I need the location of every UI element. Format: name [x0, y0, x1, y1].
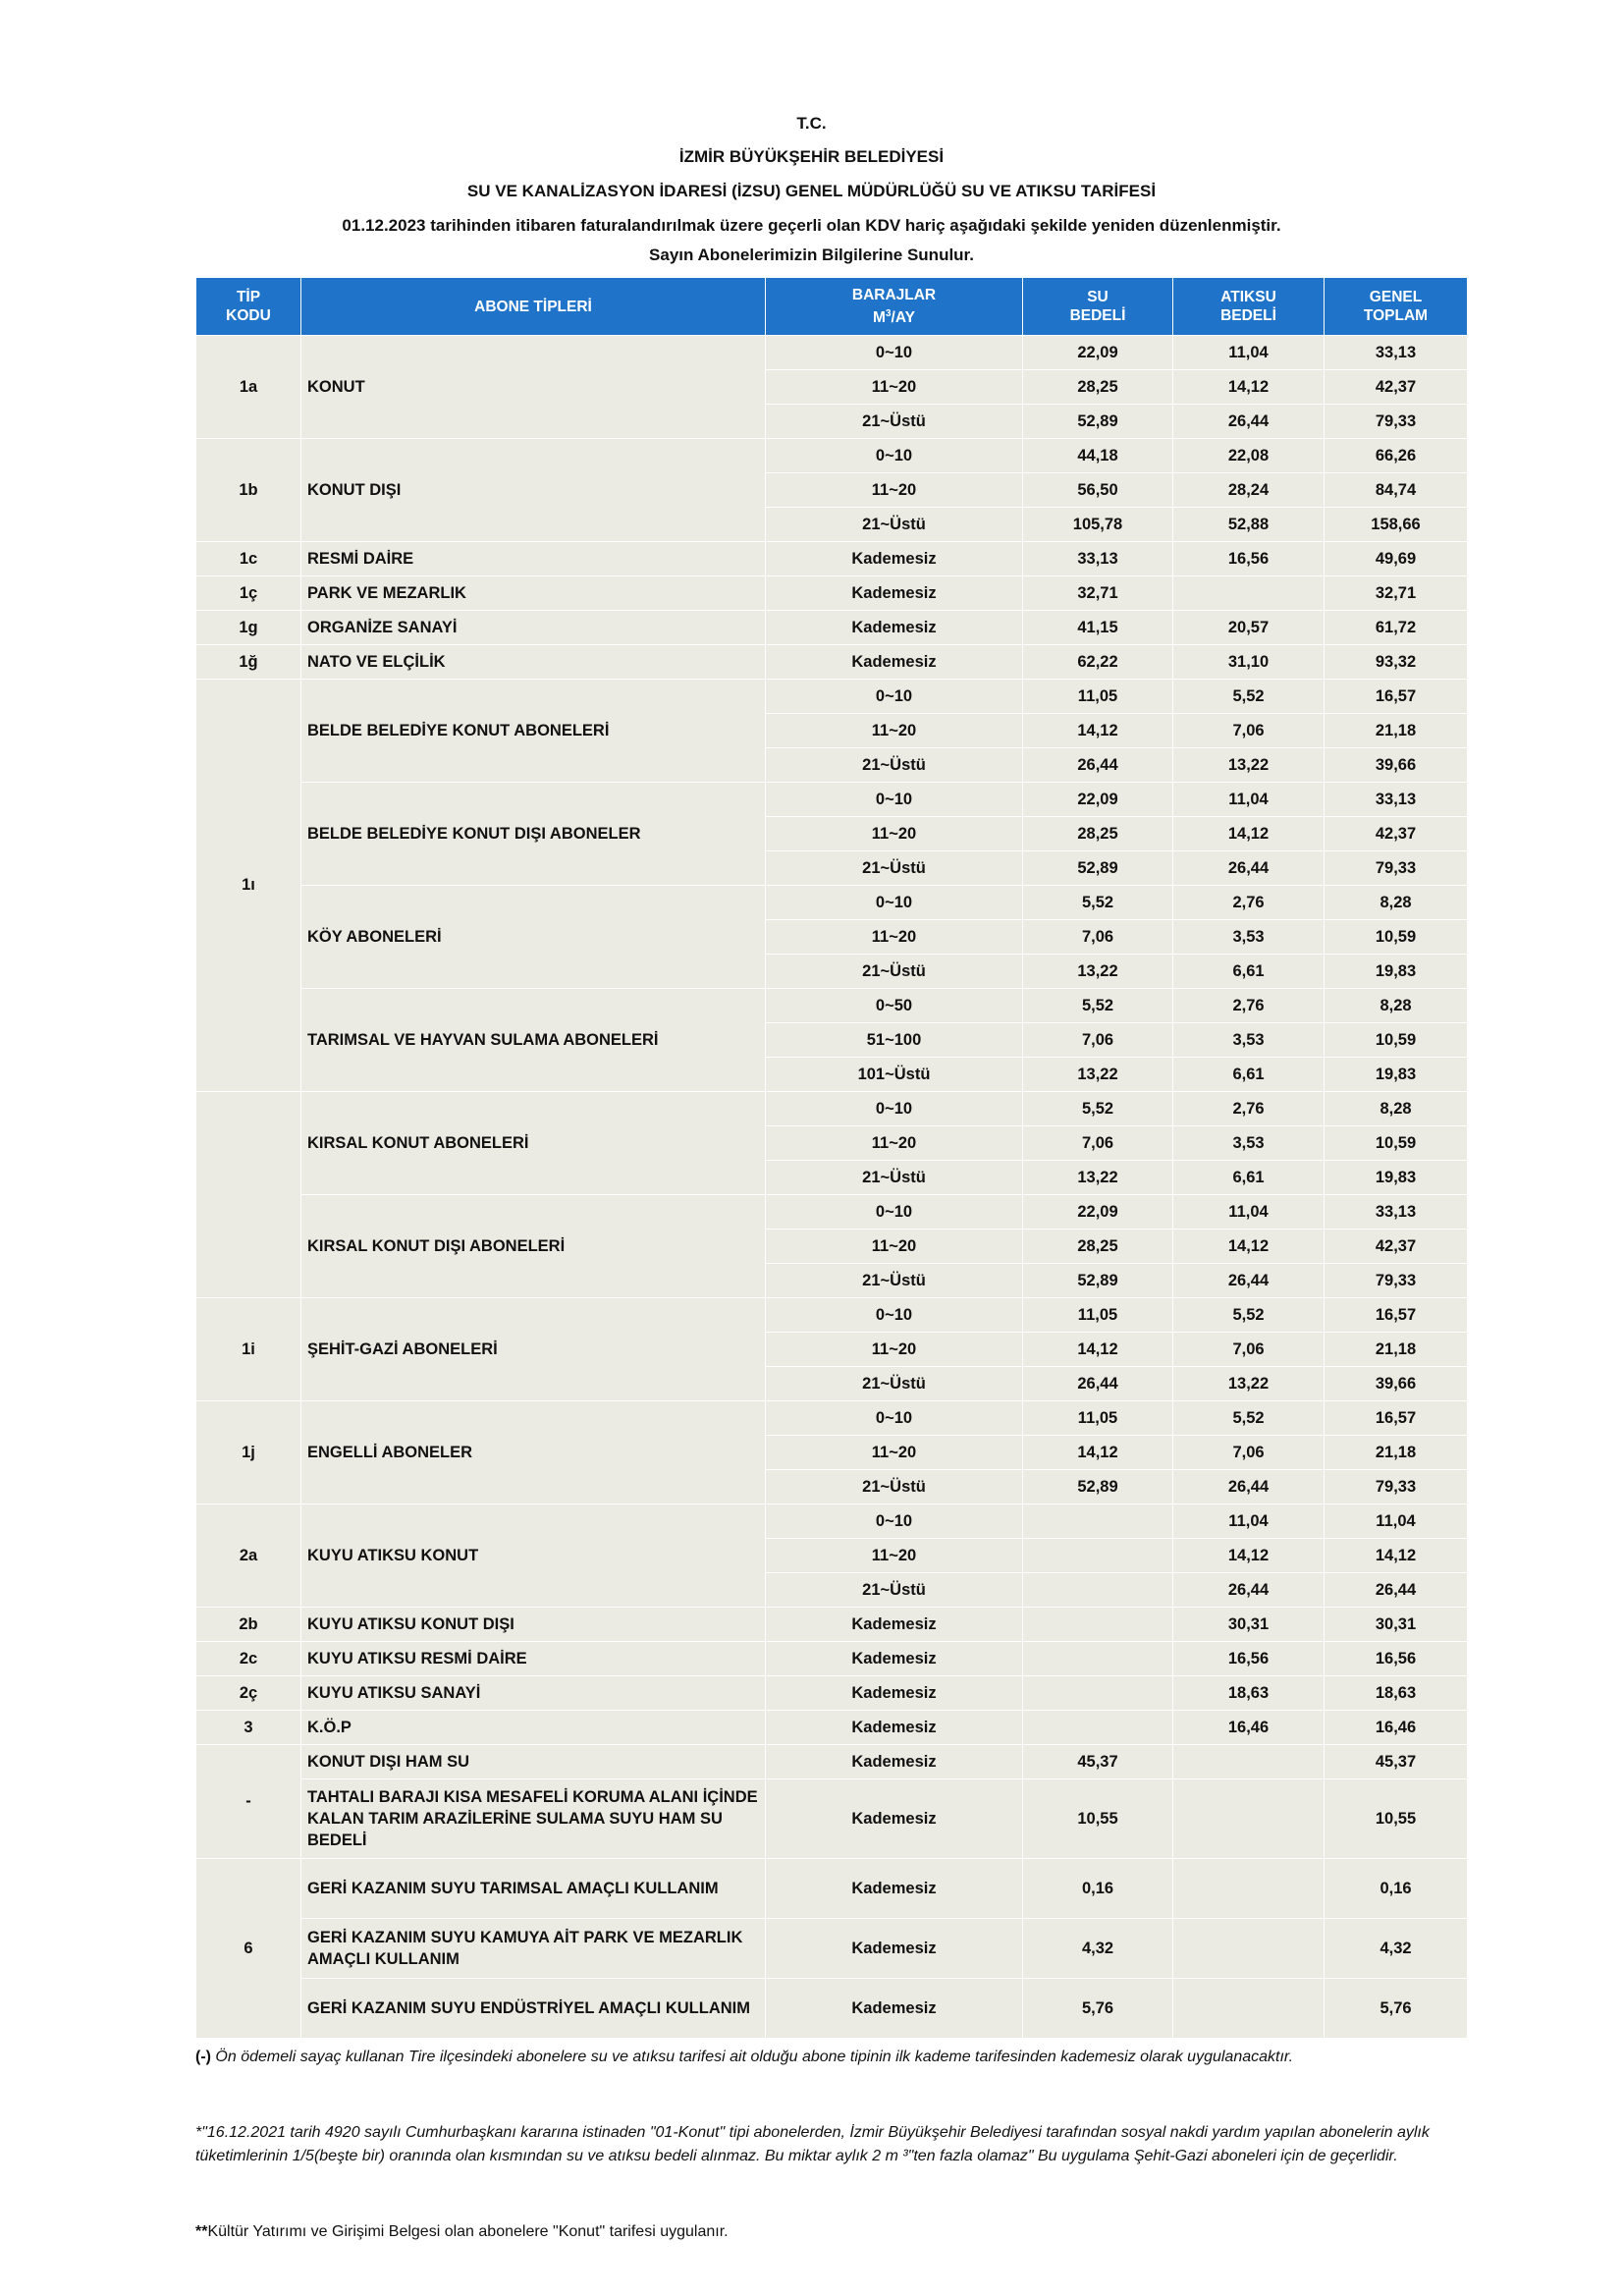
- su-bedeli-cell: 7,06: [1023, 1126, 1173, 1161]
- atiksu-bedeli-cell: 11,04: [1173, 1195, 1325, 1230]
- table-row: [196, 1779, 1468, 1859]
- genel-toplam-cell: 42,37: [1325, 817, 1468, 851]
- tip-kodu-cell: 6: [196, 1859, 301, 2039]
- su-bedeli-cell: 11,05: [1023, 1401, 1173, 1436]
- genel-toplam-cell: 5,76: [1325, 1979, 1468, 2039]
- col-header-genel-toplam: GENEL TOPLAM: [1325, 278, 1468, 336]
- baraj-cell: 11~20: [766, 1539, 1023, 1573]
- baraj-cell: 0~10: [766, 1504, 1023, 1539]
- genel-toplam-cell: 21,18: [1325, 714, 1468, 748]
- genel-toplam-cell: 16,57: [1325, 1401, 1468, 1436]
- baraj-cell: Kademesiz: [766, 1642, 1023, 1676]
- baraj-cell: 11~20: [766, 714, 1023, 748]
- su-bedeli-cell: 14,12: [1023, 714, 1173, 748]
- atiksu-bedeli-cell: [1173, 1779, 1325, 1859]
- baraj-cell: 21~Üstü: [766, 1367, 1023, 1401]
- abone-tipi-cell: GERİ KAZANIM SUYU ENDÜSTRİYEL AMAÇLI KULLANIM: [301, 1979, 766, 2039]
- genel-toplam-cell: 79,33: [1325, 405, 1468, 439]
- abone-tipi-cell: K.Ö.P: [301, 1711, 766, 1745]
- genel-toplam-cell: 32,71: [1325, 576, 1468, 611]
- atiksu-bedeli-cell: 13,22: [1173, 1367, 1325, 1401]
- baraj-cell: 11~20: [766, 1230, 1023, 1264]
- su-bedeli-cell: 28,25: [1023, 817, 1173, 851]
- table-row: [196, 439, 1468, 473]
- col-header-abone-tipleri: ABONE TİPLERİ: [301, 278, 766, 336]
- baraj-cell: Kademesiz: [766, 611, 1023, 645]
- atiksu-bedeli-cell: 6,61: [1173, 1161, 1325, 1195]
- abone-tipi-cell: KUYU ATIKSU SANAYİ: [301, 1676, 766, 1711]
- atiksu-bedeli-cell: 14,12: [1173, 370, 1325, 405]
- genel-toplam-cell: 16,57: [1325, 680, 1468, 714]
- table-row: [196, 645, 1468, 680]
- su-bedeli-cell: 13,22: [1023, 1161, 1173, 1195]
- baraj-cell: 0~10: [766, 1092, 1023, 1126]
- atiksu-bedeli-cell: 6,61: [1173, 1058, 1325, 1092]
- abone-tipi-cell: KONUT DIŞI: [301, 439, 766, 542]
- atiksu-bedeli-cell: 16,56: [1173, 1642, 1325, 1676]
- header-line-izsu: SU VE KANALİZASYON İDARESİ (İZSU) GENEL MÜDÜRLÜĞÜ SU VE ATIKSU TARİFESİ: [466, 182, 1157, 200]
- baraj-cell: Kademesiz: [766, 1676, 1023, 1711]
- baraj-cell: 0~10: [766, 439, 1023, 473]
- su-bedeli-cell: 4,32: [1023, 1919, 1173, 1979]
- table-header-row: [196, 278, 1468, 336]
- table-row: [196, 1195, 1468, 1230]
- genel-toplam-cell: 16,57: [1325, 1298, 1468, 1333]
- tip-kodu-cell: 1ğ: [196, 645, 301, 680]
- baraj-cell: 21~Üstü: [766, 1161, 1023, 1195]
- table-body: [196, 336, 1468, 2039]
- baraj-cell: 0~10: [766, 1298, 1023, 1333]
- su-bedeli-cell: 14,12: [1023, 1436, 1173, 1470]
- baraj-cell: Kademesiz: [766, 1979, 1023, 2039]
- su-bedeli-cell: 26,44: [1023, 1367, 1173, 1401]
- genel-toplam-cell: 84,74: [1325, 473, 1468, 508]
- header-line-validity: 01.12.2023 tarihinden itibaren faturalandırılmak üzere geçerli olan KDV hariç aşağıdaki şekilde yeniden düzenlenmiştir.: [342, 216, 1281, 235]
- table-row: [196, 1745, 1468, 1779]
- table-row: [196, 1979, 1468, 2039]
- abone-tipi-cell: KUYU ATIKSU KONUT: [301, 1504, 766, 1608]
- note-social-aid: [195, 2121, 1472, 2168]
- tip-kodu-cell: 1c: [196, 542, 301, 576]
- atiksu-bedeli-cell: 11,04: [1173, 783, 1325, 817]
- atiksu-bedeli-cell: 6,61: [1173, 955, 1325, 989]
- baraj-cell: 0~10: [766, 886, 1023, 920]
- tip-kodu-cell: -: [196, 1745, 301, 1859]
- su-bedeli-cell: 10,55: [1023, 1779, 1173, 1859]
- abone-tipi-cell: KONUT: [301, 336, 766, 439]
- atiksu-bedeli-cell: 3,53: [1173, 1023, 1325, 1058]
- table-row: [196, 611, 1468, 645]
- atiksu-bedeli-cell: 5,52: [1173, 680, 1325, 714]
- genel-toplam-cell: 79,33: [1325, 1264, 1468, 1298]
- tip-kodu-cell: 1a: [196, 336, 301, 439]
- genel-toplam-cell: 79,33: [1325, 851, 1468, 886]
- baraj-cell: Kademesiz: [766, 1779, 1023, 1859]
- tip-kodu-cell: 1b: [196, 439, 301, 542]
- su-bedeli-cell: 52,89: [1023, 405, 1173, 439]
- su-bedeli-cell: 28,25: [1023, 370, 1173, 405]
- baraj-cell: 11~20: [766, 473, 1023, 508]
- atiksu-bedeli-cell: 7,06: [1173, 1333, 1325, 1367]
- baraj-cell: 21~Üstü: [766, 405, 1023, 439]
- atiksu-bedeli-cell: 3,53: [1173, 920, 1325, 955]
- atiksu-bedeli-cell: 26,44: [1173, 405, 1325, 439]
- baraj-cell: 21~Üstü: [766, 508, 1023, 542]
- atiksu-bedeli-cell: 26,44: [1173, 851, 1325, 886]
- su-bedeli-cell: 5,52: [1023, 989, 1173, 1023]
- genel-toplam-cell: 45,37: [1325, 1745, 1468, 1779]
- table-row: [196, 336, 1468, 370]
- abone-tipi-cell: BELDE BELEDİYE KONUT ABONELERİ: [301, 680, 766, 783]
- tariff-table: [195, 277, 1468, 2039]
- genel-toplam-cell: 19,83: [1325, 1058, 1468, 1092]
- table-row: [196, 1859, 1468, 1919]
- genel-toplam-cell: 79,33: [1325, 1470, 1468, 1504]
- atiksu-bedeli-cell: 30,31: [1173, 1608, 1325, 1642]
- genel-toplam-cell: 33,13: [1325, 336, 1468, 370]
- atiksu-bedeli-cell: 20,57: [1173, 611, 1325, 645]
- su-bedeli-cell: 26,44: [1023, 748, 1173, 783]
- su-bedeli-cell: 52,89: [1023, 1470, 1173, 1504]
- baraj-cell: 101~Üstü: [766, 1058, 1023, 1092]
- su-bedeli-cell: 52,89: [1023, 1264, 1173, 1298]
- note-culture-investment: [195, 2220, 1472, 2244]
- genel-toplam-cell: 66,26: [1325, 439, 1468, 473]
- su-bedeli-cell: 105,78: [1023, 508, 1173, 542]
- abone-tipi-cell: RESMİ DAİRE: [301, 542, 766, 576]
- abone-tipi-cell: KUYU ATIKSU RESMİ DAİRE: [301, 1642, 766, 1676]
- atiksu-bedeli-cell: 52,88: [1173, 508, 1325, 542]
- baraj-cell: Kademesiz: [766, 1608, 1023, 1642]
- genel-toplam-cell: 61,72: [1325, 611, 1468, 645]
- tip-kodu-cell: 1ı: [196, 680, 301, 1092]
- su-bedeli-cell: 44,18: [1023, 439, 1173, 473]
- tip-kodu-cell: 1g: [196, 611, 301, 645]
- col-header-atiksu-bedeli: ATIKSU BEDELİ: [1173, 278, 1325, 336]
- abone-tipi-cell: ŞEHİT-GAZİ ABONELERİ: [301, 1298, 766, 1401]
- abone-tipi-cell: KONUT DIŞI HAM SU: [301, 1745, 766, 1779]
- table-row: [196, 1919, 1468, 1979]
- atiksu-bedeli-cell: [1173, 1859, 1325, 1919]
- baraj-cell: 21~Üstü: [766, 955, 1023, 989]
- baraj-cell: 21~Üstü: [766, 1470, 1023, 1504]
- genel-toplam-cell: 42,37: [1325, 1230, 1468, 1264]
- baraj-cell: 11~20: [766, 817, 1023, 851]
- baraj-cell: 21~Üstü: [766, 1264, 1023, 1298]
- abone-tipi-cell: KÖY ABONELERİ: [301, 886, 766, 989]
- table-row: [196, 680, 1468, 714]
- baraj-cell: 21~Üstü: [766, 748, 1023, 783]
- atiksu-bedeli-cell: 14,12: [1173, 817, 1325, 851]
- genel-toplam-cell: 39,66: [1325, 1367, 1468, 1401]
- atiksu-bedeli-cell: 16,46: [1173, 1711, 1325, 1745]
- baraj-cell: 51~100: [766, 1023, 1023, 1058]
- atiksu-bedeli-cell: 2,76: [1173, 886, 1325, 920]
- su-bedeli-cell: 0,16: [1023, 1859, 1173, 1919]
- su-bedeli-cell: 7,06: [1023, 1023, 1173, 1058]
- baraj-cell: 0~10: [766, 1195, 1023, 1230]
- header-line-tc: T.C.: [796, 114, 827, 133]
- baraj-cell: 11~20: [766, 370, 1023, 405]
- atiksu-bedeli-cell: 2,76: [1173, 989, 1325, 1023]
- su-bedeli-cell: [1023, 1539, 1173, 1573]
- su-bedeli-cell: [1023, 1676, 1173, 1711]
- atiksu-bedeli-cell: 2,76: [1173, 1092, 1325, 1126]
- baraj-cell: Kademesiz: [766, 645, 1023, 680]
- su-bedeli-cell: 62,22: [1023, 645, 1173, 680]
- genel-toplam-cell: 16,56: [1325, 1642, 1468, 1676]
- baraj-cell: 11~20: [766, 1333, 1023, 1367]
- baraj-cell: 11~20: [766, 1436, 1023, 1470]
- genel-toplam-cell: 33,13: [1325, 1195, 1468, 1230]
- table-row: [196, 783, 1468, 817]
- col-header-barajlar: BARAJLAR $M^3/AY$: [766, 278, 1023, 336]
- abone-tipi-cell: BELDE BELEDİYE KONUT DIŞI ABONELER: [301, 783, 766, 886]
- su-bedeli-cell: [1023, 1573, 1173, 1608]
- table-row: [196, 1504, 1468, 1539]
- tip-kodu-cell: 2a: [196, 1504, 301, 1608]
- atiksu-bedeli-cell: [1173, 1745, 1325, 1779]
- baraj-cell: Kademesiz: [766, 542, 1023, 576]
- atiksu-bedeli-cell: [1173, 1979, 1325, 2039]
- su-bedeli-cell: 22,09: [1023, 1195, 1173, 1230]
- su-bedeli-cell: 11,05: [1023, 680, 1173, 714]
- atiksu-bedeli-cell: 14,12: [1173, 1230, 1325, 1264]
- su-bedeli-cell: [1023, 1711, 1173, 1745]
- atiksu-bedeli-cell: 28,24: [1173, 473, 1325, 508]
- table-row: [196, 542, 1468, 576]
- atiksu-bedeli-cell: [1173, 576, 1325, 611]
- genel-toplam-cell: 10,59: [1325, 1126, 1468, 1161]
- baraj-cell: 11~20: [766, 1126, 1023, 1161]
- genel-toplam-cell: 8,28: [1325, 1092, 1468, 1126]
- baraj-cell: 11~20: [766, 920, 1023, 955]
- atiksu-bedeli-cell: 3,53: [1173, 1126, 1325, 1161]
- genel-toplam-cell: 11,04: [1325, 1504, 1468, 1539]
- header-line-municipality: İZMİR BÜYÜKŞEHİR BELEDİYESİ: [678, 147, 945, 166]
- abone-tipi-cell: KIRSAL KONUT DIŞI ABONELERİ: [301, 1195, 766, 1298]
- su-bedeli-cell: 33,13: [1023, 542, 1173, 576]
- abone-tipi-cell: TARIMSAL VE HAYVAN SULAMA ABONELERİ: [301, 989, 766, 1092]
- table-row: [196, 576, 1468, 611]
- abone-tipi-cell: NATO VE ELÇİLİK: [301, 645, 766, 680]
- su-bedeli-cell: 28,25: [1023, 1230, 1173, 1264]
- tip-kodu-cell: [196, 1092, 301, 1298]
- baraj-cell: Kademesiz: [766, 1859, 1023, 1919]
- genel-toplam-cell: 10,55: [1325, 1779, 1468, 1859]
- genel-toplam-cell: 0,16: [1325, 1859, 1468, 1919]
- abone-tipi-cell: KIRSAL KONUT ABONELERİ: [301, 1092, 766, 1195]
- genel-toplam-cell: 18,63: [1325, 1676, 1468, 1711]
- genel-toplam-cell: 26,44: [1325, 1573, 1468, 1608]
- baraj-cell: Kademesiz: [766, 1711, 1023, 1745]
- atiksu-bedeli-cell: 18,63: [1173, 1676, 1325, 1711]
- baraj-cell: Kademesiz: [766, 576, 1023, 611]
- genel-toplam-cell: 14,12: [1325, 1539, 1468, 1573]
- genel-toplam-cell: 33,13: [1325, 783, 1468, 817]
- header-line-announcement: Sayın Abonelerimizin Bilgilerine Sunulur.: [649, 246, 974, 264]
- su-bedeli-cell: 22,09: [1023, 336, 1173, 370]
- atiksu-bedeli-cell: 16,56: [1173, 542, 1325, 576]
- genel-toplam-cell: 42,37: [1325, 370, 1468, 405]
- note-prepaid-text: Ön ödemeli sayaç kullanan Tire ilçesindeki abonelere su ve atıksu tarifesi ait olduğu abone tipinin ilk kademe tarifesinden kademesiz olarak uygulanacaktır.: [210, 2049, 1294, 2065]
- su-bedeli-cell: 56,50: [1023, 473, 1173, 508]
- atiksu-bedeli-cell: 5,52: [1173, 1298, 1325, 1333]
- tip-kodu-cell: 1i: [196, 1298, 301, 1401]
- atiksu-bedeli-cell: 5,52: [1173, 1401, 1325, 1436]
- note-social-aid-text: *"16.12.2021 tarih 4920 sayılı Cumhurbaşkanı kararına istinaden "01-Konut" tipi abonelerden, İzmir Büyükşehir Belediyesi tarafından sosyal nakdi yardım yapılan abonelerin aylık tüketimlerinin 1/5(beşte bir) oranında olan kısmından su ve atıksu bedeli alınmaz. Bu miktar aylık 2 m ³"ten fazla olamaz" Bu uygulama Şehit-Gazi aboneleri için de geçerlidir.: [195, 2124, 1430, 2164]
- su-bedeli-cell: 14,12: [1023, 1333, 1173, 1367]
- su-bedeli-cell: 5,52: [1023, 1092, 1173, 1126]
- baraj-cell: 0~10: [766, 1401, 1023, 1436]
- atiksu-bedeli-cell: 26,44: [1173, 1573, 1325, 1608]
- col-header-su-bedeli: SU BEDELİ: [1023, 278, 1173, 336]
- tip-kodu-cell: 2b: [196, 1608, 301, 1642]
- su-bedeli-cell: [1023, 1608, 1173, 1642]
- genel-toplam-cell: 8,28: [1325, 886, 1468, 920]
- note-culture-text: Kültür Yatırımı ve Girişimi Belgesi olan abonelere "Konut" tarifesi uygulanır.: [207, 2223, 729, 2240]
- baraj-cell: 0~50: [766, 989, 1023, 1023]
- atiksu-bedeli-cell: 26,44: [1173, 1470, 1325, 1504]
- atiksu-bedeli-cell: 31,10: [1173, 645, 1325, 680]
- tip-kodu-cell: 1ç: [196, 576, 301, 611]
- genel-toplam-cell: 16,46: [1325, 1711, 1468, 1745]
- atiksu-bedeli-cell: 7,06: [1173, 1436, 1325, 1470]
- genel-toplam-cell: 10,59: [1325, 920, 1468, 955]
- genel-toplam-cell: 49,69: [1325, 542, 1468, 576]
- table-row: [196, 1401, 1468, 1436]
- note-prepaid: [195, 2046, 1472, 2069]
- su-bedeli-cell: 13,22: [1023, 955, 1173, 989]
- abone-tipi-cell: PARK VE MEZARLIK: [301, 576, 766, 611]
- genel-toplam-cell: 158,66: [1325, 508, 1468, 542]
- tip-kodu-cell: 3: [196, 1711, 301, 1745]
- su-bedeli-cell: 5,52: [1023, 886, 1173, 920]
- abone-tipi-cell: GERİ KAZANIM SUYU KAMUYA AİT PARK VE MEZARLIK AMAÇLI KULLANIM: [301, 1919, 766, 1979]
- atiksu-bedeli-cell: 11,04: [1173, 336, 1325, 370]
- abone-tipi-cell: KUYU ATIKSU KONUT DIŞI: [301, 1608, 766, 1642]
- atiksu-bedeli-cell: 13,22: [1173, 748, 1325, 783]
- genel-toplam-cell: 19,83: [1325, 955, 1468, 989]
- su-bedeli-cell: 7,06: [1023, 920, 1173, 955]
- table-row: [196, 1642, 1468, 1676]
- genel-toplam-cell: 19,83: [1325, 1161, 1468, 1195]
- abone-tipi-cell: ENGELLİ ABONELER: [301, 1401, 766, 1504]
- table-row: [196, 1676, 1468, 1711]
- abone-tipi-cell: GERİ KAZANIM SUYU TARIMSAL AMAÇLI KULLANIM: [301, 1859, 766, 1919]
- tip-kodu-cell: 2c: [196, 1642, 301, 1676]
- atiksu-bedeli-cell: 26,44: [1173, 1264, 1325, 1298]
- su-bedeli-cell: 45,37: [1023, 1745, 1173, 1779]
- genel-toplam-cell: 4,32: [1325, 1919, 1468, 1979]
- table-row: [196, 989, 1468, 1023]
- genel-toplam-cell: 93,32: [1325, 645, 1468, 680]
- abone-tipi-cell: TAHTALI BARAJI KISA MESAFELİ KORUMA ALANI İÇİNDE KALAN TARIM ARAZİLERİNE SULAMA SUYU HAM SU BEDELİ: [301, 1779, 766, 1859]
- su-bedeli-cell: 32,71: [1023, 576, 1173, 611]
- tip-kodu-cell: 2ç: [196, 1676, 301, 1711]
- su-bedeli-cell: 22,09: [1023, 783, 1173, 817]
- baraj-cell: 21~Üstü: [766, 851, 1023, 886]
- su-bedeli-cell: 5,76: [1023, 1979, 1173, 2039]
- baraj-cell: 0~10: [766, 680, 1023, 714]
- atiksu-bedeli-cell: 22,08: [1173, 439, 1325, 473]
- su-bedeli-cell: [1023, 1504, 1173, 1539]
- atiksu-bedeli-cell: [1173, 1919, 1325, 1979]
- note-culture-mark: **: [195, 2223, 208, 2240]
- baraj-cell: 0~10: [766, 336, 1023, 370]
- genel-toplam-cell: 21,18: [1325, 1333, 1468, 1367]
- su-bedeli-cell: 52,89: [1023, 851, 1173, 886]
- abone-tipi-cell: ORGANİZE SANAYİ: [301, 611, 766, 645]
- genel-toplam-cell: 30,31: [1325, 1608, 1468, 1642]
- genel-toplam-cell: 8,28: [1325, 989, 1468, 1023]
- atiksu-bedeli-cell: 11,04: [1173, 1504, 1325, 1539]
- su-bedeli-cell: 13,22: [1023, 1058, 1173, 1092]
- su-bedeli-cell: 41,15: [1023, 611, 1173, 645]
- baraj-cell: Kademesiz: [766, 1919, 1023, 1979]
- baraj-cell: 21~Üstü: [766, 1573, 1023, 1608]
- genel-toplam-cell: 39,66: [1325, 748, 1468, 783]
- note-prepaid-mark: (-): [195, 2049, 211, 2065]
- atiksu-bedeli-cell: 14,12: [1173, 1539, 1325, 1573]
- table-row: [196, 1711, 1468, 1745]
- su-bedeli-cell: [1023, 1642, 1173, 1676]
- su-bedeli-cell: 11,05: [1023, 1298, 1173, 1333]
- col-header-tip-kodu: TİP KODU: [196, 278, 301, 336]
- baraj-cell: Kademesiz: [766, 1745, 1023, 1779]
- table-row: [196, 886, 1468, 920]
- atiksu-bedeli-cell: 7,06: [1173, 714, 1325, 748]
- tip-kodu-cell: 1j: [196, 1401, 301, 1504]
- table-row: [196, 1092, 1468, 1126]
- table-row: [196, 1298, 1468, 1333]
- baraj-cell: 0~10: [766, 783, 1023, 817]
- genel-toplam-cell: 21,18: [1325, 1436, 1468, 1470]
- genel-toplam-cell: 10,59: [1325, 1023, 1468, 1058]
- table-row: [196, 1608, 1468, 1642]
